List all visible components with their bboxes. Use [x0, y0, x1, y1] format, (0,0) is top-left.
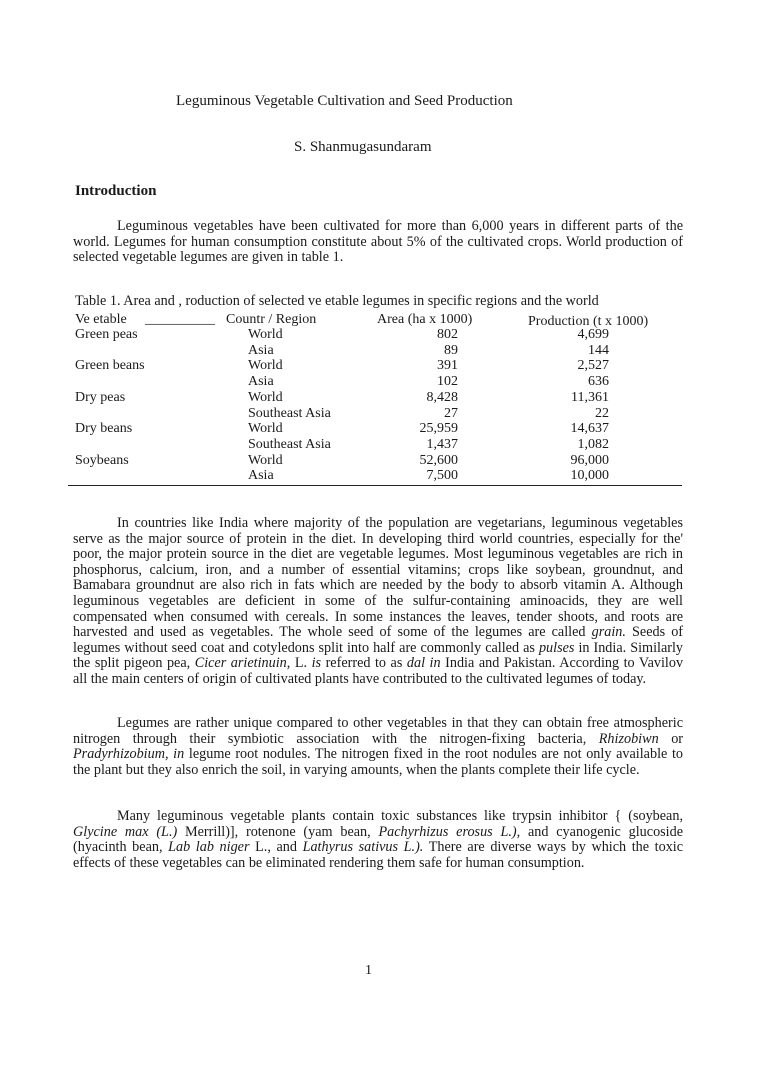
table-cell: Asia: [248, 374, 274, 390]
table-cell: World: [248, 389, 283, 405]
table-header-region: Countr / Region: [226, 312, 317, 327]
table-cell: 2,527: [577, 358, 609, 374]
table-cell: World: [248, 452, 283, 468]
table-column-area: [370, 327, 458, 484]
table-cell: 27: [444, 405, 458, 421]
table-cell: 10,000: [570, 468, 609, 484]
table-cell: 22: [595, 405, 609, 421]
table-cell: Dry beans: [75, 421, 133, 437]
table-column-region: [248, 327, 331, 484]
table-cell: World: [248, 358, 283, 374]
table-cell: 96,000: [570, 452, 609, 468]
section-heading: Introduction: [75, 183, 157, 199]
table-cell: 144: [588, 342, 609, 358]
table-cell: [75, 437, 145, 453]
table-header-vegetable: Ve etable: [75, 312, 127, 327]
table-header-production: Production (t x 1000): [528, 314, 649, 329]
table-cell: Southeast Asia: [248, 405, 331, 421]
table-header-divider: __________: [145, 312, 215, 327]
table-cell: Asia: [248, 468, 274, 484]
table-cell: Asia: [248, 342, 274, 358]
table-bottom-rule: [68, 485, 682, 486]
table-cell: 391: [437, 358, 458, 374]
table-cell: 14,637: [570, 421, 609, 437]
table-cell: 89: [444, 342, 458, 358]
page-number: 1: [365, 963, 372, 978]
table-cell: 4,699: [577, 327, 609, 342]
table-cell: 7,500: [426, 468, 458, 484]
table-cell: 11,361: [571, 389, 609, 405]
table-cell: Green peas: [75, 327, 138, 342]
table-cell: 102: [437, 374, 458, 390]
intro-paragraph: Leguminous vegetables have been cultivated for more than 6,000 years in different parts of the world. Legumes for human consumption constitute about 5% of the cultivated crops. World production of selected vegetable legumes are given in table 1.: [73, 218, 683, 266]
table-column-vegetable: [75, 327, 145, 484]
table-cell: Soybeans: [75, 452, 129, 468]
table-caption: Table 1. Area and , roduction of selected ve etable legumes in specific regions and the world: [75, 293, 599, 309]
table-cell: Dry peas: [75, 389, 126, 405]
table-cell: [75, 343, 145, 359]
document-title: Leguminous Vegetable Cultivation and Seed Production: [176, 93, 513, 109]
table-cell: 802: [437, 327, 458, 342]
table-column-production: [520, 327, 609, 484]
paragraph-protein: In countries like India where majority of the population are vegetarians, leguminous vegetables serve as the major source of protein in the diet. In developing third world countries, especially for the' poor, the major protein source in the diet are vegetable legumes. Most leguminous vegetables are rich in phosphorus, calcium, iron, and a number of essential vitamins; crops like soybean, groundnut, and Bamabara groundnut are also rich in fats which are needed by the body to absorb vitamin A. Although leguminous vegetables are deficient in some of the sulfur-containing aminoacids, they are well compensated when consumed with cereals. In some instances the leaves, tender shoots, and roots are harvested and used as vegetables. The whole seed of some of the legumes are called grain. Seeds of legumes without seed coat and cotyledons split into half are commonly called as pulses in India. Similarly the split pigeon pea, Cicer arietinuin, L. is referred to as dal in India and Pakistan. According to Vavilov all the main centers of origin of cultivated plants have contributed to the cultivated legumes of today.: [73, 515, 684, 687]
table-cell: 1,082: [577, 436, 609, 452]
table-cell: [75, 406, 145, 422]
table-header-area: Area (ha x 1000): [377, 312, 473, 327]
table-cell: Green beans: [75, 358, 145, 374]
table-cell: [75, 468, 145, 484]
table-cell: Southeast Asia: [248, 436, 331, 452]
table-cell: [75, 374, 145, 390]
table-cell: 636: [588, 374, 609, 390]
table-cell: 1,437: [426, 436, 458, 452]
paragraph-nitrogen: Legumes are rather unique compared to other vegetables in that they can obtain free atmospheric nitrogen through their symbiotic association with the nitrogen-fixing bacteria, Rhizobiwn or Pradyrhizobium, in legume root nodules. The nitrogen fixed in the root nodules are not only available to the plant but they also enrich the soil, in varying amounts, when the plants complete their life cycle.: [73, 715, 684, 778]
table-cell: 25,959: [419, 421, 458, 437]
table-cell: World: [248, 327, 283, 342]
paragraph-toxic: Many leguminous vegetable plants contain toxic substances like trypsin inhibitor { (soybean, Glycine max (L.) Merrill)], rotenone (yam bean, Pachyrhizus erosus L.), and cyanogenic glucoside (hyacinth bean, Lab lab niger L., and Lathyrus sativus L.). There are diverse ways by which the toxic effects of these vegetables can be eliminated rendering them safe for human consumption.: [73, 808, 684, 871]
table-cell: 52,600: [419, 452, 458, 468]
table-cell: 8,428: [426, 389, 458, 405]
author-name: S. Shanmugasundaram: [294, 139, 432, 155]
table-cell: World: [248, 421, 283, 437]
